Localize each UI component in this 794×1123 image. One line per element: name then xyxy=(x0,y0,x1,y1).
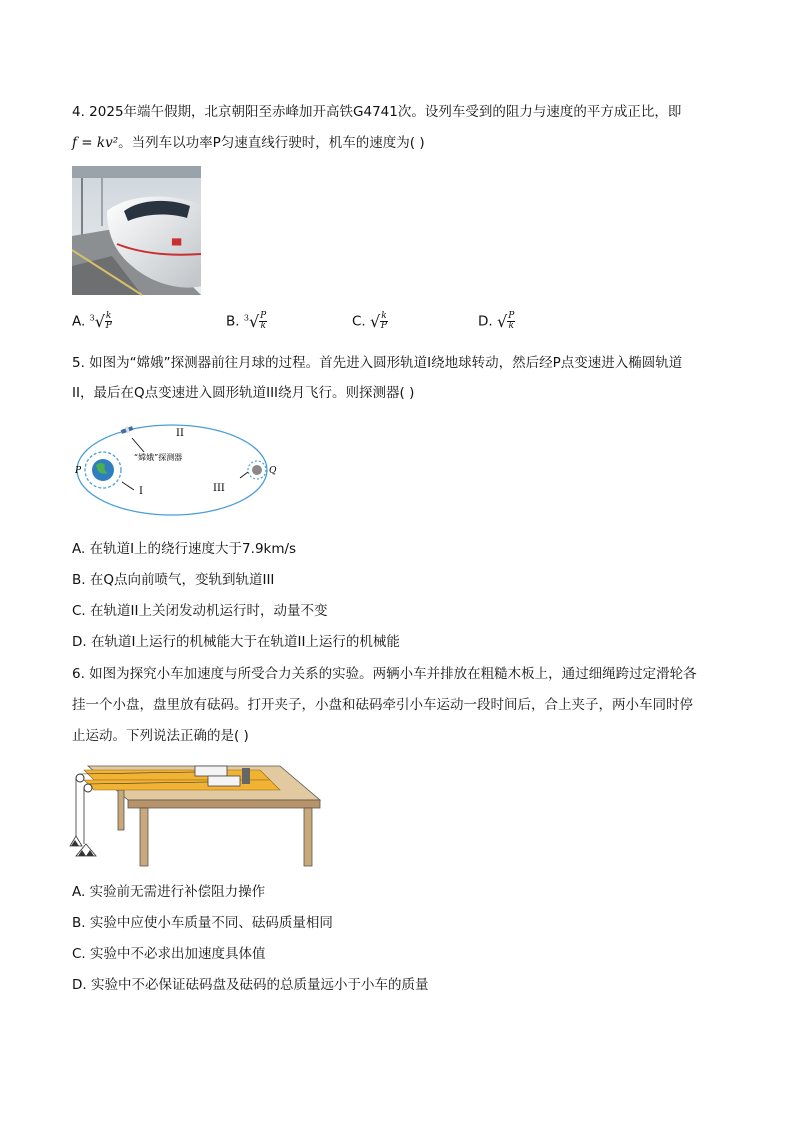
orbit-ii-label: II xyxy=(176,428,184,439)
point-p-label: P xyxy=(75,466,82,476)
orbit-i-label: I xyxy=(139,486,143,497)
q4-option-b[interactable]: B. $^3$√ $\frac{P}{k}$ xyxy=(226,311,267,331)
q5-stem-line2: II，最后在Q点变速进入圆形轨道III绕月飞行。则探测器( ) xyxy=(72,385,415,401)
q6-stem-line1: 6. 如图为探究小车加速度与所受合力关系的实验。两辆小车并排放在粗糙木板上，通过细绳跨过定滑轮各 xyxy=(72,666,697,682)
pulley-icon xyxy=(84,784,92,792)
cart-1 xyxy=(195,766,227,776)
point-q-label: Q xyxy=(269,466,277,476)
cart-2 xyxy=(208,776,240,786)
q5-option-d[interactable]: D. 在轨道I上运行的机械能大于在轨道II上运行的机械能 xyxy=(72,634,400,650)
orbit-iii-label: III xyxy=(213,483,225,494)
experiment-apparatus xyxy=(70,760,322,870)
q4-stem-line2-text: 。当列车以功率P匀速直线行驶时，机车的速度为( ) xyxy=(118,135,425,151)
weight-pan-1 xyxy=(70,836,82,846)
clamp xyxy=(242,768,250,784)
moon-icon xyxy=(252,465,262,475)
probe-icon xyxy=(120,425,133,435)
q5-option-c[interactable]: C. 在轨道II上关闭发动机运行时，动量不变 xyxy=(72,603,328,619)
train-photo xyxy=(72,166,201,295)
q6-stem-line2: 挂一个小盘，盘里放有砝码。打开夹子，小盘和砝码牵引小车运动一段时间后，合上夹子，两小车同时停 xyxy=(72,697,693,713)
svg-text:██: ██ xyxy=(172,239,182,246)
q4-option-a[interactable]: A. $^3$√ $\frac{k}{P}$ xyxy=(72,311,112,331)
q6-option-c[interactable]: C. 实验中不必求出加速度具体值 xyxy=(72,946,266,962)
q6-stem-line3: 止运动。下列说法正确的是( ) xyxy=(72,728,249,744)
q6-option-b[interactable]: B. 实验中应使小车质量不同、砝码质量相同 xyxy=(72,915,333,931)
q4-option-c[interactable]: C. √ $\frac{k}{P}$ xyxy=(352,311,387,331)
q5-option-a[interactable]: A. 在轨道I上的绕行速度大于7.9km/s xyxy=(72,541,297,557)
q5-stem-line1: 5. 如图为“嫦娥”探测器前往月球的过程。首先进入圆形轨道I绕地球转动，然后经P点变速进入椭圆轨道 xyxy=(72,355,683,371)
q4-option-d[interactable]: D. √ $\frac{P}{k}$ xyxy=(478,311,515,331)
orbit-diagram xyxy=(72,420,277,520)
q4-stem-line2 xyxy=(72,133,425,153)
q4-stem-line1: 4. 2025年端午假期，北京朝阳至赤峰加开高铁G4741次。设列车受到的阻力与速度的平方成正比，即 xyxy=(72,104,682,120)
pulley-icon xyxy=(76,774,84,782)
q6-option-d[interactable]: D. 实验中不必保证砝码盘及砝码的总质量远小于小车的质量 xyxy=(72,977,429,993)
q5-option-b[interactable]: B. 在Q点向前喷气，变轨到轨道III xyxy=(72,572,275,588)
probe-label: “嫦娥”探测器 xyxy=(134,453,183,462)
q4-formula: f = kv² xyxy=(72,135,119,151)
q6-option-a[interactable]: A. 实验前无需进行补偿阻力操作 xyxy=(72,884,266,900)
